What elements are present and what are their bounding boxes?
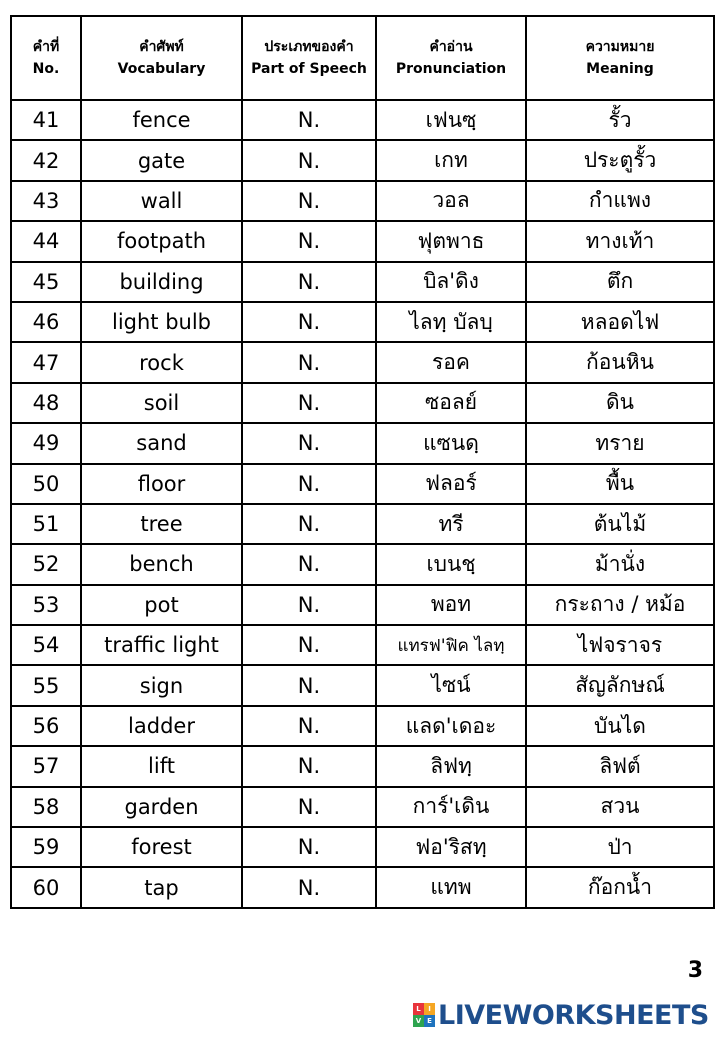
liveworksheets-logo-icon [413, 1003, 435, 1027]
row-word: soil [81, 383, 242, 423]
row-word: light bulb [81, 302, 242, 342]
row-number: 60 [11, 867, 81, 907]
header-part-of-speech [242, 16, 376, 100]
row-part-of-speech: N. [242, 423, 376, 463]
row-word: ladder [81, 706, 242, 746]
table-row [11, 746, 714, 786]
row-word: floor [81, 464, 242, 504]
row-pronunciation: วอล [376, 181, 526, 221]
header-pos-th: ประเภทของคำ [264, 39, 354, 55]
row-pronunciation: บิล'ดิง [376, 262, 526, 302]
row-part-of-speech: N. [242, 585, 376, 625]
table-row [11, 787, 714, 827]
row-meaning: ทราย [526, 423, 714, 463]
row-meaning: ดิน [526, 383, 714, 423]
row-word: sign [81, 665, 242, 705]
header-vocabulary-th: คำศัพท์ [139, 39, 184, 55]
row-meaning: ก้อนหิน [526, 342, 714, 382]
header-no-en: No. [32, 61, 60, 77]
brand-text: LIVEWORKSHEETS [438, 999, 709, 1031]
table-row [11, 342, 714, 382]
row-word: rock [81, 342, 242, 382]
row-number: 58 [11, 787, 81, 827]
row-part-of-speech: N. [242, 544, 376, 584]
row-part-of-speech: N. [242, 827, 376, 867]
row-part-of-speech: N. [242, 100, 376, 140]
row-meaning: กระถาง / หม้อ [526, 585, 714, 625]
table-row [11, 625, 714, 665]
header-meaning-th: ความหมาย [585, 39, 655, 55]
row-number: 46 [11, 302, 81, 342]
row-word: wall [81, 181, 242, 221]
row-word: pot [81, 585, 242, 625]
table-header-row [11, 16, 714, 100]
row-part-of-speech: N. [242, 867, 376, 907]
row-pronunciation: แลด'เดอะ [376, 706, 526, 746]
row-pronunciation: ซอลย์ [376, 383, 526, 423]
row-pronunciation: ทรี [376, 504, 526, 544]
row-number: 53 [11, 585, 81, 625]
logo-letter: I [424, 1003, 435, 1015]
row-pronunciation: แทพ [376, 867, 526, 907]
row-word: fence [81, 100, 242, 140]
row-number: 55 [11, 665, 81, 705]
row-meaning: สัญลักษณ์ [526, 665, 714, 705]
row-pronunciation: การ์'เดิน [376, 787, 526, 827]
header-no [11, 16, 81, 100]
row-pronunciation: เฟนซฺ [376, 100, 526, 140]
row-word: bench [81, 544, 242, 584]
row-meaning: หลอดไฟ [526, 302, 714, 342]
row-number: 43 [11, 181, 81, 221]
row-number: 51 [11, 504, 81, 544]
row-meaning: ไฟจราจร [526, 625, 714, 665]
row-pronunciation: รอค [376, 342, 526, 382]
table-row [11, 302, 714, 342]
row-number: 48 [11, 383, 81, 423]
row-word: traffic light [81, 625, 242, 665]
header-pronunciation [376, 16, 526, 100]
table-row [11, 585, 714, 625]
row-pronunciation: แซนดฺ [376, 423, 526, 463]
row-number: 42 [11, 140, 81, 180]
row-number: 47 [11, 342, 81, 382]
row-pronunciation: พอท [376, 585, 526, 625]
row-number: 56 [11, 706, 81, 746]
row-word: lift [81, 746, 242, 786]
row-number: 59 [11, 827, 81, 867]
table-row [11, 262, 714, 302]
row-number: 50 [11, 464, 81, 504]
row-meaning: ทางเท้า [526, 221, 714, 261]
row-word: building [81, 262, 242, 302]
row-meaning: พื้น [526, 464, 714, 504]
row-meaning: ป่า [526, 827, 714, 867]
header-pron-en: Pronunciation [395, 61, 507, 77]
row-pronunciation: ฟลอร์ [376, 464, 526, 504]
row-meaning: ม้านั่ง [526, 544, 714, 584]
row-meaning: สวน [526, 787, 714, 827]
table-row [11, 827, 714, 867]
table-row [11, 181, 714, 221]
row-word: tree [81, 504, 242, 544]
row-pronunciation: ไซน์ [376, 665, 526, 705]
header-no-th: คำที่ [32, 39, 60, 55]
row-word: gate [81, 140, 242, 180]
row-pronunciation: เกท [376, 140, 526, 180]
row-meaning: ประตูรั้ว [526, 140, 714, 180]
row-number: 45 [11, 262, 81, 302]
vocabulary-table [10, 15, 715, 909]
row-pronunciation: ไลทฺ บัลบฺ [376, 302, 526, 342]
header-meaning-en: Meaning [586, 61, 654, 77]
row-word: sand [81, 423, 242, 463]
logo-letter: V [413, 1015, 424, 1027]
table-row [11, 383, 714, 423]
row-pronunciation: ลิฟทฺ [376, 746, 526, 786]
row-meaning: ต้นไม้ [526, 504, 714, 544]
table-row [11, 221, 714, 261]
row-number: 41 [11, 100, 81, 140]
table-row [11, 544, 714, 584]
page-number: 3 [687, 958, 703, 983]
row-meaning: รั้ว [526, 100, 714, 140]
row-number: 57 [11, 746, 81, 786]
row-meaning: ก๊อกน้ำ [526, 867, 714, 907]
row-word: footpath [81, 221, 242, 261]
row-part-of-speech: N. [242, 625, 376, 665]
row-number: 44 [11, 221, 81, 261]
row-pronunciation: เบนชฺ [376, 544, 526, 584]
row-part-of-speech: N. [242, 787, 376, 827]
liveworksheets-brand [413, 998, 709, 1032]
row-number: 54 [11, 625, 81, 665]
row-part-of-speech: N. [242, 464, 376, 504]
row-part-of-speech: N. [242, 383, 376, 423]
row-meaning: กำแพง [526, 181, 714, 221]
table-row [11, 665, 714, 705]
row-part-of-speech: N. [242, 221, 376, 261]
logo-letter: L [413, 1003, 424, 1015]
row-part-of-speech: N. [242, 504, 376, 544]
row-part-of-speech: N. [242, 706, 376, 746]
header-pron-th: คำอ่าน [429, 39, 473, 55]
row-part-of-speech: N. [242, 140, 376, 180]
row-meaning: ลิฟต์ [526, 746, 714, 786]
table-row [11, 423, 714, 463]
table-row [11, 100, 714, 140]
header-vocabulary-en: Vocabulary [117, 61, 206, 77]
table-row [11, 140, 714, 180]
row-number: 52 [11, 544, 81, 584]
row-word: forest [81, 827, 242, 867]
row-pronunciation: ฟอ'ริสทฺ [376, 827, 526, 867]
row-part-of-speech: N. [242, 181, 376, 221]
logo-letter: E [424, 1015, 435, 1027]
row-meaning: บันได [526, 706, 714, 746]
row-part-of-speech: N. [242, 342, 376, 382]
table-row [11, 464, 714, 504]
row-word: garden [81, 787, 242, 827]
header-pos-en: Part of Speech [251, 61, 367, 77]
row-pronunciation: แทรฟ'ฟิค ไลทฺ [376, 625, 526, 665]
row-part-of-speech: N. [242, 665, 376, 705]
row-pronunciation: ฟุตพาธ [376, 221, 526, 261]
row-meaning: ตึก [526, 262, 714, 302]
table-row [11, 504, 714, 544]
row-part-of-speech: N. [242, 746, 376, 786]
header-meaning [526, 16, 714, 100]
table-row [11, 706, 714, 746]
header-vocabulary [81, 16, 242, 100]
row-word: tap [81, 867, 242, 907]
row-part-of-speech: N. [242, 262, 376, 302]
row-number: 49 [11, 423, 81, 463]
table-row [11, 867, 714, 907]
row-part-of-speech: N. [242, 302, 376, 342]
